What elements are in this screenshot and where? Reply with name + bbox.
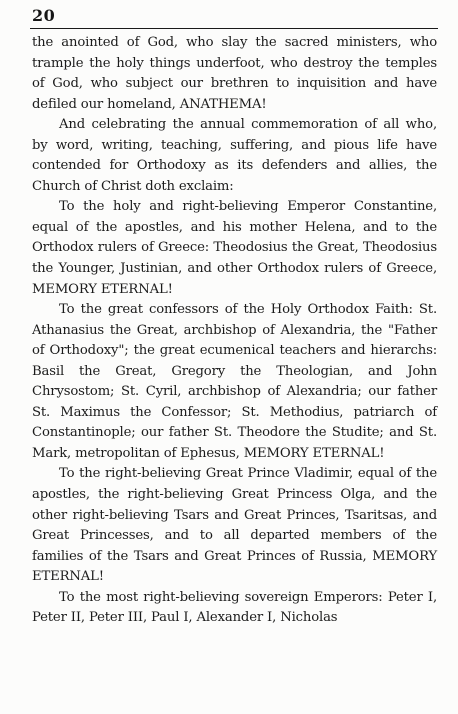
paragraph-constantine: To the holy and right-believing Emperor Constantine, equal of the apostles, and his mother Helena, and to the Orthodox rulers of Greece: Theodosius the Great, Theodosius the Younger, Justinian, and other Orthodox rulers of Greece, MEMORY ETERNAL! — [32, 199, 437, 297]
paragraph-emperors: To the most right-believing sovereign Emperors: Peter I, Peter II, Peter III, Paul I, Alexander I, Nicholas — [32, 589, 437, 626]
page-header — [30, 4, 438, 29]
paragraph-vladimir: To the right-believing Great Prince Vladimir, equal of the apostles, the right-believing Great Princess Olga, and the other right-believing Tsars and Great Princes, Tsaritsas, and Great Princesses, and to all departed members of the families of the Tsars and Great Princes of Russia, MEMORY ETERNAL! — [32, 466, 437, 585]
paragraph-commemoration-intro: And celebrating the annual commemoration of all who, by word, writing, teaching, suffering, and pious life have contended for Orthodoxy as its defenders and allies, the Church of Christ doth exclaim: — [32, 117, 437, 194]
page-number: 20 — [32, 6, 56, 25]
paragraph-confessors: To the great confessors of the Holy Orthodox Faith: St. Athanasius the Great, archbishop of Alexandria, the "Father of Orthodoxy"; the great ecumenical teachers and hierarchs: Basil the Great, Gregory the Theologian, and John Chrysostom; St. Cyril, archbishop of Alexandria; our father St. Maximus the Confessor; St. Methodius, patriarch of Constantinople; our father St. Theodore the Studite; and St. Mark, metropolitan of Ephesus, MEMORY ETERNAL! — [32, 302, 437, 461]
paragraph-anathema: the anointed of God, who slay the sacred ministers, who trample the holy things underfoot, who destroy the temples of God, who subject our brethren to inquisition and have defiled our homeland, ANATHEMA! — [32, 35, 437, 112]
page-body — [32, 33, 437, 629]
